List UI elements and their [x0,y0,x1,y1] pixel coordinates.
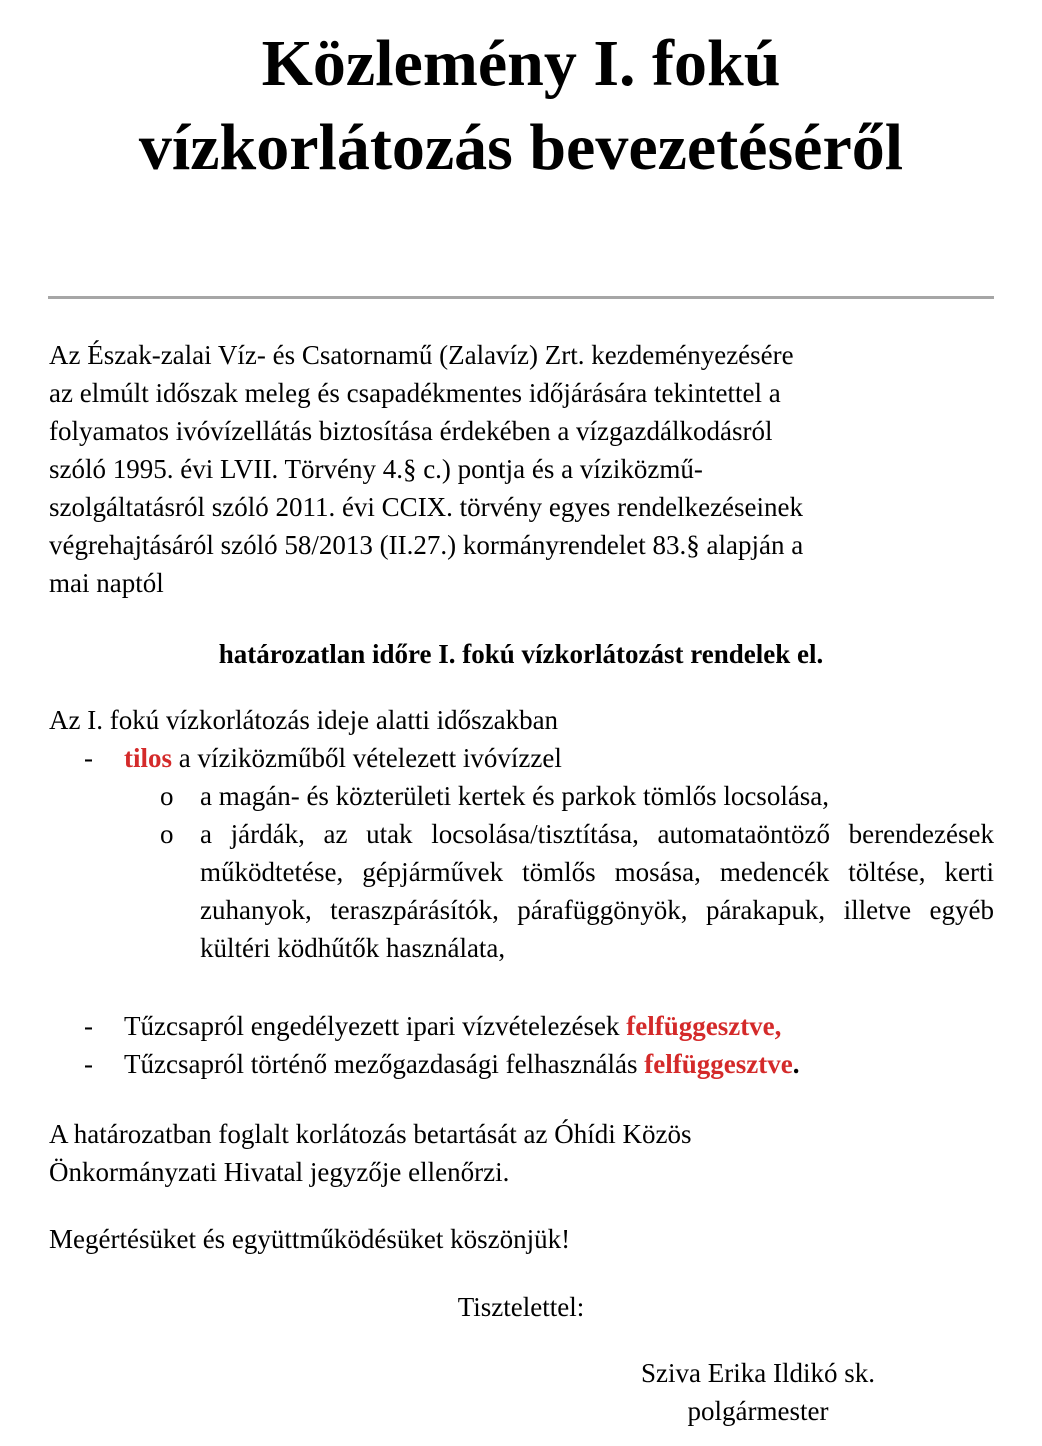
sub-item-text: a járdák, az utak locsolása/tisztítása, automataöntöző berendezések működtetése, gépjárművek tömlős mosása, medencék töltése, kerti zuhanyok, teraszpárásítók, párafüggönyök, párakapuk, illetve egyéb kültéri ködhűtők használata, [200,819,994,963]
title-line-1: Közlemény I. fokú [261,27,781,100]
restriction-item-industrial [84,1007,781,1045]
intro-line: folyamatos ivóvízellátás biztosítása érdekében a vízgazdálkodásról [49,416,773,446]
prohibited-label: tilos [124,743,173,773]
notice-title [0,22,1042,190]
circle-bullet: o [160,819,174,849]
dash-marker: - [84,1011,93,1041]
signer-title: polgármester [687,1396,829,1426]
sub-item-sidewalks [160,815,994,967]
intro-line: Az Észak-zalai Víz- és Csatornamű (Zalavíz) Zrt. kezdeményezésére [49,340,794,370]
signer-name: Sziva Erika Ildikó sk. [641,1358,875,1388]
intro-line: szolgáltatásról szóló 2011. évi CCIX. törvény egyes rendelkezéseinek [49,492,804,522]
intro-line: végrehajtásáról szóló 58/2013 (II.27.) kormányrendelet 83.§ alapján a [49,530,804,560]
restriction-item-agricultural [84,1045,799,1083]
suspended-label: felfüggesztve, [626,1011,782,1041]
thanks-line: Megértésüket és együttműködésüket köszönjük! [49,1224,571,1254]
title-line-2: vízkorlátozás bevezetéséről [138,111,904,184]
dash-marker: - [84,1049,93,1079]
intro-line: az elmúlt időszak meleg és csapadékmentes időjárására tekintettel a [49,378,781,408]
horizontal-divider [48,296,994,299]
regards-line: Tisztelettel: [457,1292,585,1322]
closing-paragraph [49,1115,995,1191]
intro-paragraph [49,336,995,602]
signature-block [600,1354,916,1430]
restriction-item-text: a víziközműből vételezett ivóvízzel [172,743,562,773]
restriction-lead: Az I. fokú vízkorlátozás ideje alatti időszakban [49,705,559,735]
restriction-item-prohibited [84,739,562,777]
restriction-item-text: Tűzcsapról történő mezőgazdasági felhasználás [124,1049,645,1079]
closing-line: Önkormányzati Hivatal jegyzője ellenőrzi. [49,1157,510,1187]
intro-line: mai naptól [49,568,164,598]
closing-line: A határozatban foglalt korlátozás betartását az Óhídi Közös [49,1119,692,1149]
intro-line: szóló 1995. évi LVII. Törvény 4.§ c.) pontja és a víziközmű- [49,454,703,484]
sub-item-gardens [160,777,994,815]
circle-bullet: o [160,781,174,811]
suspended-label: felfüggesztve [644,1049,793,1079]
restriction-item-text: Tűzcsapról engedélyezett ipari vízvételezések [124,1011,627,1041]
sub-item-text: a magán- és közterületi kertek és parkok tömlős locsolása, [200,781,830,811]
sentence-end: . [792,1049,800,1079]
dash-marker: - [84,743,93,773]
decision-statement: határozatlan időre I. fokú vízkorlátozást rendelek el. [218,639,824,669]
